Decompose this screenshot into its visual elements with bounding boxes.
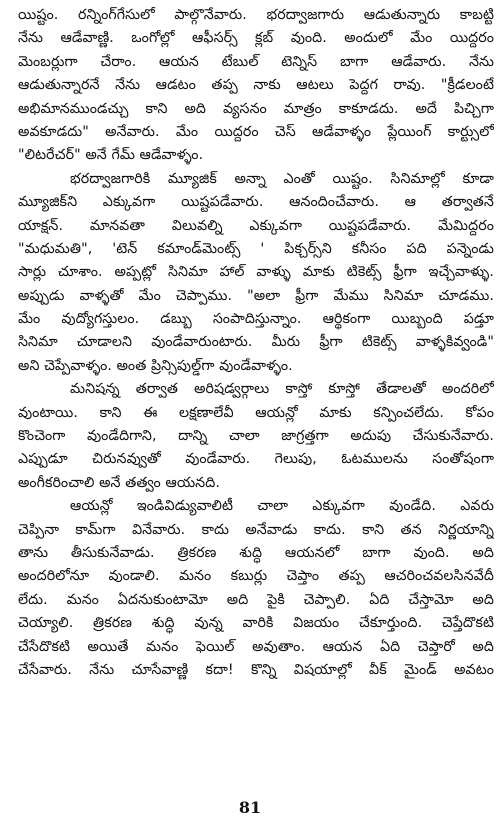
- text-line: "లిటరేచర్" అనే గేమ్ ఆడేవాళ్ళం.: [18, 147, 204, 164]
- text-line: తాను తీసుకునేవాడు. త్రికరణ శుద్ధి ఆయనలో బాగా వుంది. అది: [18, 544, 494, 561]
- text-line: అవకూడదు" అనేవారు. మేం యిద్దరం చెస్ ఆడేవాళ్ళం ప్లేయింగ్ కార్ట్సులో: [18, 123, 494, 140]
- text-line: అందరిలోనూ వుండాలి. మనం కబుర్లు చెప్తాం తప్ప ఆచరించవలసినవేదీ: [18, 568, 494, 585]
- text-line: అని చెప్పేవాళ్ళం. అంత ప్రిన్సిపుల్డ్‌గా వుండేవాళ్ళం.: [18, 357, 293, 374]
- text-line: సినిమా చూడాలని వుండేవారుంటారు. మీరు ఫ్రీగా టికెట్స్ వాళ్ళకివ్వండి": [18, 334, 494, 351]
- text-line: "మధుమతి", 'టెన్ కమాండ్‌మెంట్స్ ' పిక్చర్స్‌ని కనీసం పది పన్నెండు: [18, 240, 494, 257]
- paragraph-first-line: మనిషన్న తర్వాత అరిషడ్వర్గాలు కాస్తో కూస్తో తేడాలతో అందరిలో: [70, 381, 494, 398]
- text-line: వుంటాయి. కాని ఈ లక్షణాలేవీ ఆయన్లో మాకు కన్పించలేదు. కోపం: [18, 404, 494, 421]
- text-line: మేం వుద్యోగస్తులం. డబ్బు సంపాదిస్తున్నాం. ఆర్థికంగా యిబ్బంది పడ్తూ: [18, 311, 494, 328]
- paragraph-first-line: భరద్వాజగారికి మ్యూజిక్ అన్నా ఎంతో యిష్టం. సినిమాల్లో కూడా: [70, 170, 494, 187]
- text-line: చేసేదొకటి అయితే మనం ఫెయిల్ అవుతాం. ఆయన ఏది చెప్తారో అది: [18, 638, 494, 655]
- body-text: [18, 4, 494, 682]
- text-line: యిష్టం. రన్నింగ్‌గేసులో పాల్గొనేవారు. భరద్వాజగారు ఆడుతున్నారు కాబట్టి: [18, 7, 494, 23]
- text-line: ఆడుతున్నారనే నేను ఆడటం తప్ప నాకు ఆటలు పెద్దగ రావు. "క్రీడలంటే: [18, 77, 494, 94]
- text-line: అభిమానముండచ్చు కాని అది వ్యసనం మాత్రం కాకూడదు. అదే పిచ్చిగా: [18, 100, 494, 117]
- text-line: ఎప్పుడూ చిరునవ్వుతో వుండేవారు. గెలుపు, ఓటములను సంతోషంగా: [18, 451, 494, 468]
- text-line: నేను ఆడేవాణ్ణి. ఒంగోల్లో ఆఫీసర్స్ క్లబ్ వుంది. అందులో మేం యిద్దరం: [18, 30, 494, 47]
- text-line: మెంబర్లుగా చేరాం. ఆయన టేబుల్ టెన్నిస్ బాగా ఆడేవారు. నేను: [18, 53, 494, 70]
- text-line: యాక్షన్. మానవతా విలువల్ని ఎక్కువగా యిష్టపడేవారు. మేమిద్దరం: [18, 217, 494, 234]
- text-line: సార్లు చూశాం. అప్పట్లో సినిమా హాల్ వాళ్ళు మాకు టికెట్స్ ఫ్రీగా ఇచ్చేవాళ్ళు.: [18, 264, 494, 281]
- page-number: 81: [238, 798, 262, 817]
- text-line: చెప్పినా కామ్‌గా వినేవారు. కాదు అనేవాడు కాదు. కాని తన నిర్ణయాన్ని: [18, 521, 494, 538]
- text-line: అప్పుడు వాళ్ళతో మేం చెప్పాము. "అలా ఫ్రీగా మేము సినిమా చూడము.: [18, 287, 494, 304]
- text-line: మ్యూజిక్‌ని ఎక్కువగా యిష్టపడేవారు. ఆనందించేవారు. ఆ తర్వాతనే: [18, 194, 494, 211]
- text-line: కొంచెంగా వుండేదిగాని, దాన్ని చాలా జాగ్రత్తగా అదుపు చేసుకునేవారు.: [18, 428, 494, 445]
- text-line: చెయ్యాలి. త్రికరణ శుద్ధి వున్న వారికి విజయం చేకూర్తుంది. చెప్తేదొకటి: [18, 615, 494, 632]
- text-line: అంగీకరించాలి అనే తత్వం ఆయనది.: [18, 474, 220, 491]
- paragraph-first-line: ఆయన్లో ఇండివిడ్యువాలిటీ చాలా ఎక్కువగా వుండేది. ఎవరు: [70, 498, 494, 515]
- text-line: లేదు. మనం ఏదనుకుంటామో అది పైకి చెప్పాలి. ఏది చేస్తామో అది: [18, 591, 494, 608]
- text-line: చేసేవారు. నేను చూసేవాణ్ణి కదా! కొన్ని విషయాల్లో వీక్ మైండ్ అవటం: [18, 661, 494, 678]
